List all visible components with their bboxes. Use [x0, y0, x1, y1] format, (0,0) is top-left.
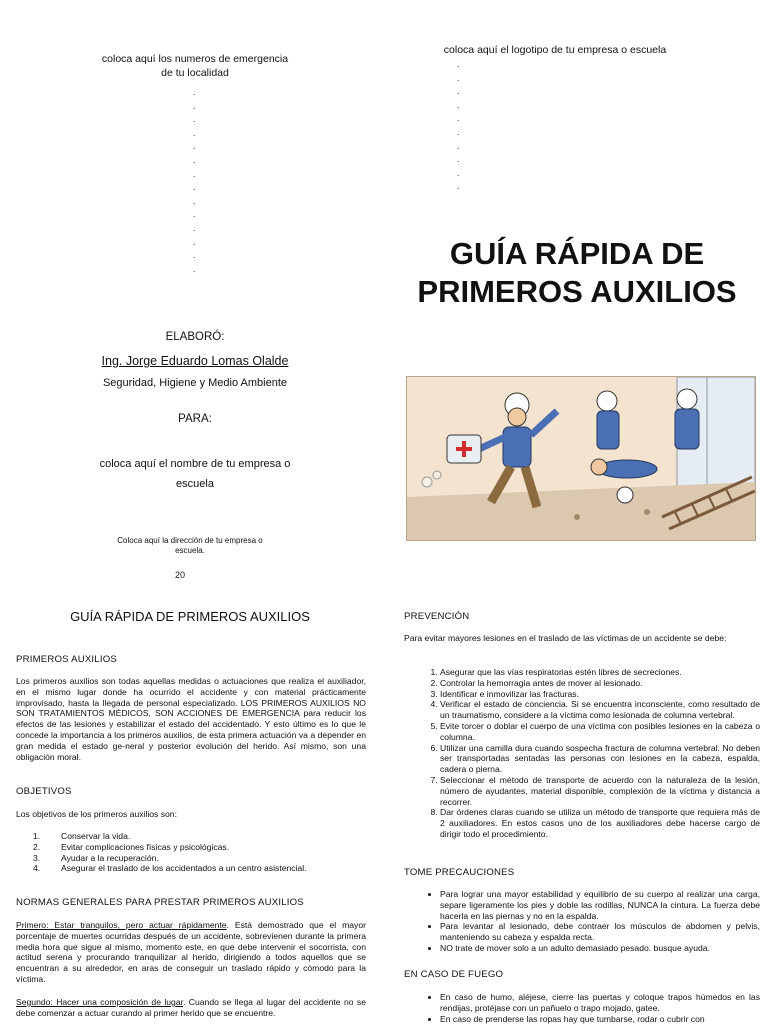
- primero-paragraph: [16, 920, 366, 985]
- objetivos-intro: Los objetivos de los primeros auxilios son:: [16, 809, 177, 819]
- primero-label: Primero: Estar tranquilos, pero actuar rápidamente: [16, 920, 227, 930]
- prevencion-intro: Para evitar mayores lesiones en el traslado de las víctimas de un accidente se debe:: [404, 633, 727, 643]
- section-primeros-auxilios-text: [16, 676, 366, 762]
- list-item: 4. Verificar el estado de conciencia. Si se encuentra inconsciente, como resultado de un traumatismo, considere a la víctima como lesionada de columna vertebral.: [440, 699, 760, 721]
- company-name-placeholder: coloca aquí el nombre de tu empresa o escuela: [99, 458, 291, 490]
- main-title-line2: PRIMEROS AUXILIOS: [417, 274, 737, 309]
- list-item: 5. Evite torcer o doblar el cuerpo de una víctima con posibles lesiones en la cabeza o columna.: [440, 721, 760, 743]
- list-item: • NO trate de mover solo a un adulto demasiado pesado. busque ayuda.: [440, 943, 760, 954]
- list-item: 2. Controlar la hemorragia antes de mover al lesionado.: [440, 678, 760, 689]
- emergency-dots: . . . . . . . . . . . . . .: [193, 87, 196, 274]
- fuego-heading: EN CASO DE FUEGO: [404, 969, 504, 980]
- list-item: 7. Seleccionar el método de transporte de acuerdo con la naturaleza de la lesión, número de ayudantes, material disponible, complexión de la víctima y distancia a recorrer.: [440, 775, 760, 807]
- list-item: • Para levantar al lesionado, debe contraer los músculos de abdomen y pelvis, manteniendo su cabeza y espalda recta.: [440, 921, 760, 943]
- department: Seguridad, Higiene y Medio Ambiente: [102, 377, 288, 389]
- segundo-paragraph: [16, 997, 366, 1019]
- prevencion-heading: PREVENCIÓN: [404, 611, 470, 622]
- segundo-text: . Cuando se llega al lugar del accidente no se debe comenzar a actuar curando al primer herido que se encuentre.: [16, 997, 366, 1018]
- list-item: 1. Asegurar que las vías respiratorias estén libres de secreciones.: [440, 667, 760, 678]
- page-number: 20: [174, 570, 185, 580]
- list-text: Ayudar a la recuperación.: [61, 852, 159, 863]
- logo-dots: . . . . . . . . . .: [457, 59, 460, 192]
- emergency-numbers-placeholder: coloca aquí los numeros de emergencia de tu localidad: [101, 53, 289, 79]
- first-aid-workplace-accident-icon: [407, 377, 755, 540]
- list-text: Asegurar el traslado de los accidentados a un centro asistencial.: [61, 863, 307, 874]
- main-title-line1: GUÍA RÁPIDA DE: [449, 236, 705, 271]
- elaboro-label: ELABORÓ:: [165, 331, 225, 343]
- list-number: 3.: [33, 852, 41, 863]
- objetivos-list: [33, 831, 363, 874]
- list-item: • En caso de prenderse las ropas hay que tumbarse, rodar o cubrir con: [440, 1014, 760, 1024]
- section1-text-a: Los primeros auxilios son todas aquellas medidas o actuaciones que realiza el auxiliador, en el mismo lugar donde ha ocurrido el accidente y con material prácticamente improvisado, hasta la llegada de personal especializado. LOS PRIMEROS AUXILIOS NO SON TRATAMIENTOS MÉDICOS, SON ACCIONES DE EMERGENCIA para reducir los efectos de las lesiones y estabilizar el estado del accidentado. Y esto último es lo que le concede la importancia a los primeros auxilios, de esta primera actuación va a depender en gran medida el estado ge-: [16, 676, 366, 751]
- segundo-label: Segundo: Hacer una composición de lugar: [16, 997, 183, 1007]
- section-primeros-auxilios-heading: PRIMEROS AUXILIOS: [16, 654, 117, 665]
- list-text: Conservar la vida.: [61, 831, 131, 841]
- list-item: 3. Identificar e inmovilizar las fracturas.: [440, 689, 760, 700]
- list-item: [33, 853, 363, 864]
- precauciones-heading: TOME PRECAUCIONES: [404, 867, 515, 878]
- first-aid-illustration: [406, 376, 756, 541]
- main-title: [392, 235, 762, 311]
- normas-heading: NORMAS GENERALES PARA PRESTAR PRIMEROS AUXILIOS: [16, 897, 304, 908]
- list-item: 6. Utilizar una camilla dura cuando sospecha fractura de columna vertebral. No deben ser transportadas sentadas las personas con lesiones en la cabeza, espalda, cadera o pierna.: [440, 743, 760, 775]
- prevencion-list: [432, 667, 760, 840]
- para-label: PARA:: [178, 413, 212, 425]
- primero-text: . Está demostrado que el mayor porcentaje de muertes ocurridas después de un accidente, sobrevienen durante la primera media hora que sigue al mismo, momento este, en que debe intervenir el socorrista, con actitud serena y procurando tranquilizar al herido, dirigiendo a todos aquellos que se encuentran a su alrededor, en aras de conseguir un traslado rápido y cómodo para la víctima.: [16, 920, 366, 984]
- list-number: 1.: [33, 831, 41, 841]
- list-item: [33, 831, 363, 842]
- list-item: [33, 842, 363, 853]
- list-number: 2.: [33, 841, 41, 852]
- author-name: Ing. Jorge Eduardo Lomas Olalde: [101, 354, 289, 368]
- fuego-list: [432, 992, 760, 1024]
- list-item: 8. Dar órdenes claras cuando se utiliza un método de transporte que requiera más de 2 auxiliadores. En estos casos uno de los auxiliadores debe hacerse cargo de dirigir todo el procedimiento.: [440, 807, 760, 839]
- page-left-title: GUÍA RÁPIDA DE PRIMEROS AUXILIOS: [70, 609, 310, 624]
- list-item: • Para lograr una mayor estabilidad y equilibrio de su cuerpo al realizar una carga, separe ligeramente los pies y doble las rodillas, NUNCA la cintura. La fuerza debe hacerla en las piernas y no en la espalda.: [440, 889, 760, 921]
- logo-placeholder: coloca aquí el logotipo de tu empresa o escuela: [443, 44, 667, 56]
- list-number: 4.: [33, 863, 41, 874]
- list-item: [33, 863, 363, 874]
- address-placeholder: Coloca aquí la dirección de tu empresa o escuela.: [117, 536, 263, 555]
- objetivos-heading: OBJETIVOS: [16, 786, 72, 797]
- precauciones-list: [432, 889, 760, 954]
- list-item: • En caso de humo, aléjese, cierre las puertas y coloque trapos húmedos en las rendijas, protéjase con un pañuelo o trapo mojado, gatee.: [440, 992, 760, 1014]
- section1-text-b: neral y posterior evolución del herido. Así mismo, son una obligación moral.: [16, 740, 366, 762]
- list-text: Evitar complicaciones físicas y psicológicas.: [61, 841, 230, 852]
